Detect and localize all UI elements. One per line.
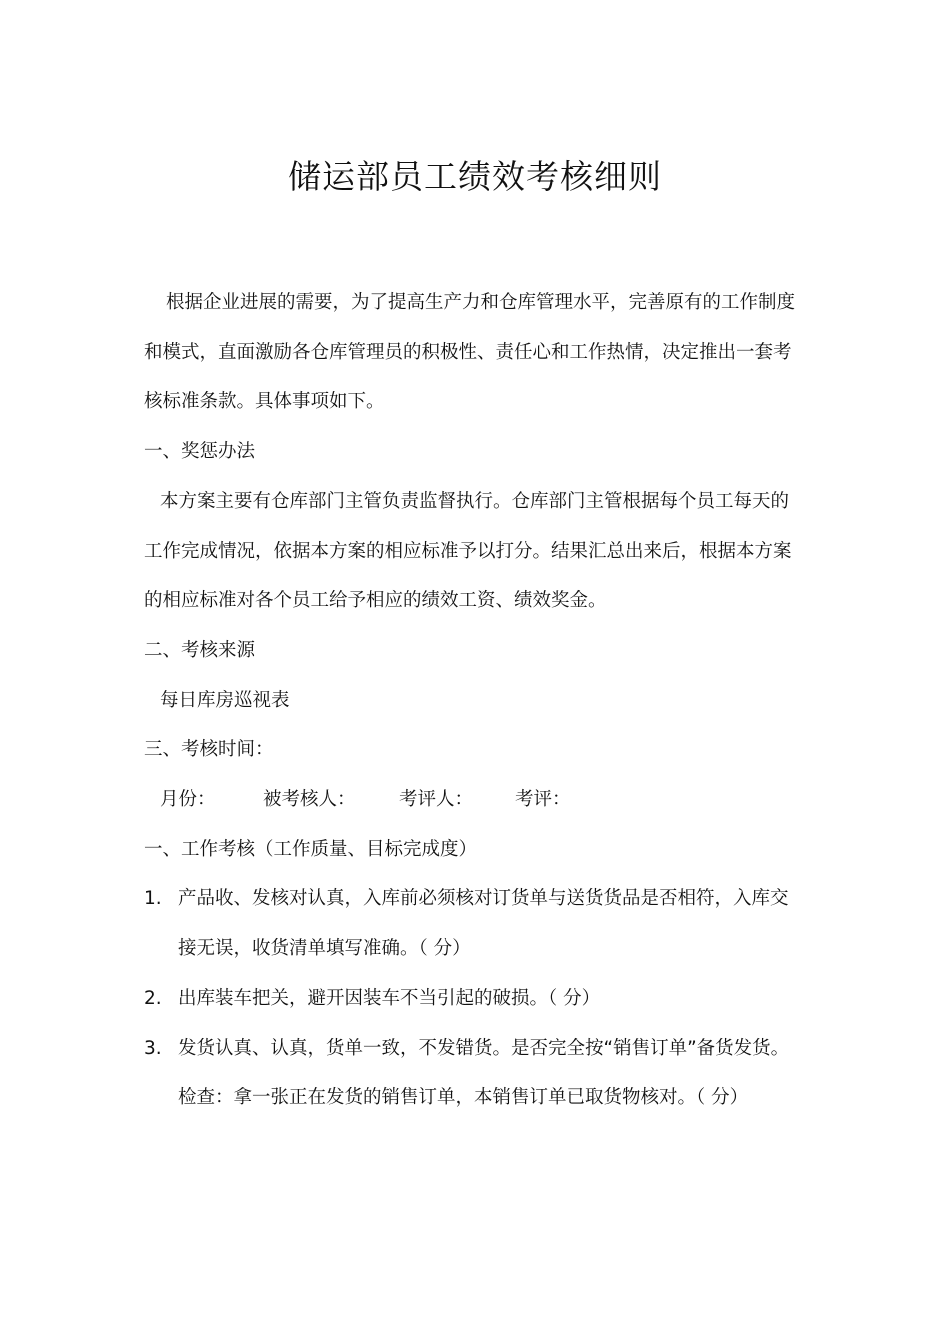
document-body xyxy=(144,278,804,1123)
rewards-paragraph: 本方案主要有仓库部门主管负责监督执行。仓库部门主管根据每个员工每天的工作完成情况，依据本方案的相应标准予以打分。结果汇总出来后，根据本方案的相应标准对各个员工给予相应的绩效工资、绩效奖金。 xyxy=(144,490,792,612)
intro-paragraph: 根据企业进展的需要，为了提高生产力和仓库管理水平，完善原有的工作制度和模式，直面激励各仓库管理员的积极性、责任心和工作热情，决定推出一套考核标准条款。具体事项如下。 xyxy=(144,292,796,413)
source-paragraph: 每日库房巡视表 xyxy=(160,689,290,711)
assessment-meta-row xyxy=(144,775,804,825)
document-title: 储运部员工绩效考核细则 xyxy=(288,157,662,196)
list-item-text: 发货认真、认真，货单一致，不发错货。是否完全按“销售订单”备货发货。检查：拿一张正在发货的销售订单，本销售订单已取货物核对。（ 分） xyxy=(178,1037,790,1109)
list-item-number: 3. xyxy=(144,1037,162,1059)
list-item xyxy=(144,874,804,973)
list-item-text: 产品收、发核对认真，入库前必须核对订货单与送货货品是否相符，入库交接无误，收货清单填写准确。（ 分） xyxy=(178,888,789,960)
rating-label: 考评： xyxy=(515,789,571,811)
section-heading-rewards: 一、奖惩办法 xyxy=(144,441,256,463)
work-assessment-heading: 一、工作考核（工作质量、目标完成度） xyxy=(144,838,478,860)
section-heading-source: 二、考核来源 xyxy=(144,639,256,661)
list-item xyxy=(144,1024,804,1123)
list-item-number: 1. xyxy=(144,888,162,910)
list-item-number: 2. xyxy=(144,987,162,1009)
section-heading-time: 三、考核时间： xyxy=(144,739,274,761)
list-item xyxy=(144,974,804,1024)
assessee-label: 被考核人： xyxy=(263,789,356,811)
list-item-text: 出库装车把关，避开因装车不当引起的破损。（ 分） xyxy=(178,987,601,1009)
assessor-label: 考评人： xyxy=(399,789,474,811)
month-label: 月份： xyxy=(160,789,216,811)
